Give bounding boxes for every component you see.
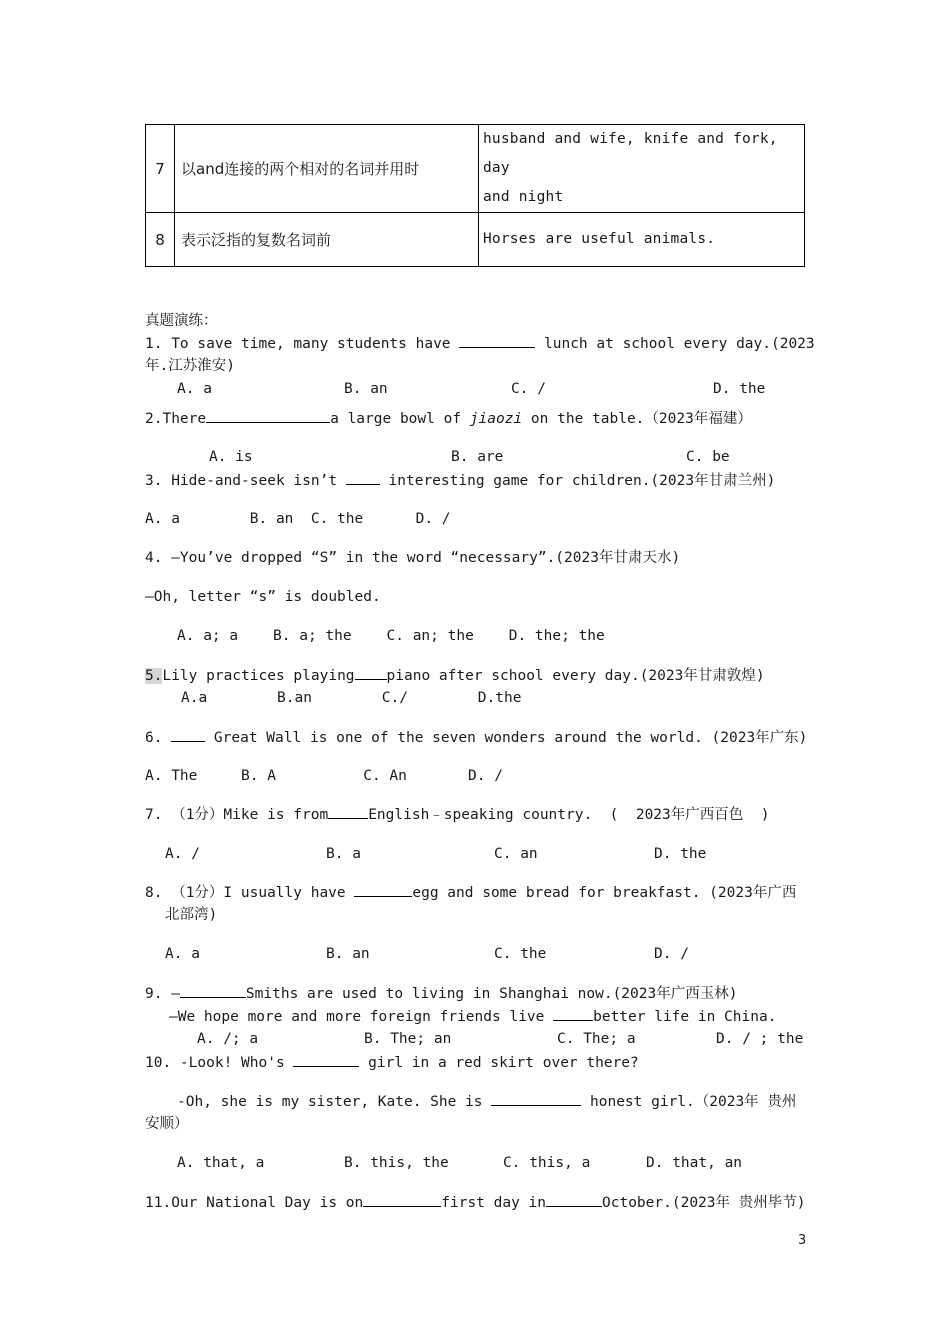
- question-text: lunch at school every day.(2023: [535, 336, 815, 352]
- question-text: 10. -Look! Who's: [145, 1055, 294, 1071]
- question-text: better life in China.: [593, 1009, 777, 1025]
- answer-blank: [328, 804, 368, 819]
- question-text: 6.: [145, 730, 172, 746]
- question-4-options: A. a; a B. a; the C. an; the D. the; the: [177, 628, 605, 644]
- option-d: D. /: [654, 946, 689, 962]
- question-text: -Oh, she is my sister, Kate. She is: [177, 1094, 492, 1110]
- table-row: [146, 213, 805, 267]
- question-text: 8. （1分）I usually have: [145, 885, 355, 901]
- question-5-options: A.a B.an C./ D.the: [181, 690, 522, 706]
- question-text: honest girl.（2023年 贵州: [581, 1094, 797, 1110]
- answer-blank: [363, 1192, 441, 1207]
- answer-blank: [293, 1052, 359, 1067]
- question-text: Lily practices playing: [162, 668, 355, 684]
- question-text: girl in a red skirt over there?: [359, 1055, 639, 1071]
- table-row: [146, 125, 805, 213]
- question-5: [145, 665, 765, 686]
- question-text: interesting game for children.(2023年甘肃兰州): [379, 473, 776, 489]
- option-b: B. The; an: [364, 1031, 452, 1047]
- option-c: C. the: [494, 946, 547, 962]
- row-number: 7: [146, 125, 175, 213]
- question-4: 4. —You’ve dropped “S” in the word “necessary”.(2023年甘肃天水): [145, 550, 681, 566]
- question-number: 5.: [145, 668, 163, 684]
- question-text: 9. —: [145, 986, 180, 1002]
- option-c: C. /: [511, 381, 546, 397]
- answer-blank: [354, 882, 412, 897]
- question-1-source: 年.江苏淮安): [145, 358, 235, 374]
- answer-blank: [346, 470, 380, 485]
- question-9: [145, 983, 737, 1004]
- question-text: a large bowl of: [330, 411, 470, 427]
- question-7: [145, 804, 769, 825]
- option-d: D. the: [713, 381, 766, 397]
- answer-blank: [459, 333, 535, 348]
- question-text: 1. To save time, many students have: [145, 336, 460, 352]
- question-6: [145, 727, 807, 748]
- option-a: A. is: [209, 449, 253, 465]
- answer-blank: [546, 1192, 602, 1207]
- option-b: B. a: [326, 846, 361, 862]
- option-a: A. /; a: [197, 1031, 259, 1047]
- question-text: egg and some bread for breakfast. (2023年广西: [412, 885, 797, 901]
- question-text: first day in: [441, 1195, 547, 1211]
- question-text-italic: jiaozi: [469, 411, 523, 427]
- rule-description: 表示泛指的复数名词前: [175, 213, 479, 267]
- question-6-options: A. The B. A C. An D. /: [145, 768, 503, 784]
- row-number: 8: [146, 213, 175, 267]
- example-line: and night: [483, 189, 564, 205]
- section-title: 真题演练：: [145, 313, 218, 329]
- question-8-source: 北部湾): [165, 907, 218, 923]
- question-10: [145, 1052, 639, 1073]
- option-b: B. an: [326, 946, 370, 962]
- option-b: B. are: [451, 449, 504, 465]
- question-3-options: A. a B. an C. the D. /: [145, 511, 451, 527]
- option-d: D. the: [654, 846, 707, 862]
- question-text: piano after school every day.(2023年甘肃敦煌): [386, 668, 765, 684]
- option-d: D. / ; the: [716, 1031, 804, 1047]
- answer-blank: [355, 665, 387, 680]
- question-1: [145, 333, 815, 354]
- question-text: 2.There: [145, 411, 207, 427]
- question-text: English﹣speaking country. ( 2023年广西百色 ): [368, 807, 770, 823]
- option-b: B. an: [344, 381, 388, 397]
- question-text: —We hope more and more foreign friends live: [169, 1009, 554, 1025]
- question-text: Great Wall is one of the seven wonders around the world. (2023年广东): [205, 730, 808, 746]
- option-c: C. an: [494, 846, 538, 862]
- rule-example: [479, 125, 805, 213]
- rule-example: Horses are useful animals.: [479, 213, 805, 267]
- answer-blank: [180, 983, 246, 998]
- question-11: [145, 1192, 805, 1213]
- question-2: [145, 408, 752, 429]
- option-a: A. a: [177, 381, 212, 397]
- answer-blank: [171, 727, 205, 742]
- option-a: A. a: [165, 946, 200, 962]
- answer-blank: [553, 1006, 593, 1021]
- answer-blank: [206, 408, 330, 423]
- question-text: on the table.（2023年福建）: [522, 411, 752, 427]
- question-3: [145, 470, 775, 491]
- question-10-reply: [177, 1091, 796, 1112]
- option-c: C. The; a: [557, 1031, 636, 1047]
- option-d: D. that, an: [646, 1155, 743, 1171]
- option-c: C. this, a: [503, 1155, 591, 1171]
- question-8: [145, 882, 796, 903]
- question-10-source: 安顺）: [145, 1116, 189, 1132]
- option-b: B. this, the: [344, 1155, 449, 1171]
- question-text: 7. （1分）Mike is from: [145, 807, 329, 823]
- option-c: C. be: [686, 449, 730, 465]
- question-text: Smiths are used to living in Shanghai now.(2023年广西玉林): [245, 986, 738, 1002]
- question-text: October.(2023年 贵州毕节): [602, 1195, 806, 1211]
- question-9-reply: [169, 1006, 776, 1027]
- question-text: 11.Our National Day is on: [145, 1195, 364, 1211]
- option-a: A. /: [165, 846, 200, 862]
- question-text: 3. Hide-and-seek isn’t: [145, 473, 346, 489]
- rule-description: 以and连接的两个相对的名词并用时: [175, 125, 479, 213]
- page-number: 3: [798, 1233, 807, 1248]
- example-line: husband and wife, knife and fork, day: [483, 131, 778, 176]
- answer-blank: [491, 1091, 581, 1106]
- grammar-rules-table: [145, 124, 805, 267]
- question-4-reply: —Oh, letter “s” is doubled.: [145, 589, 381, 605]
- option-a: A. that, a: [177, 1155, 265, 1171]
